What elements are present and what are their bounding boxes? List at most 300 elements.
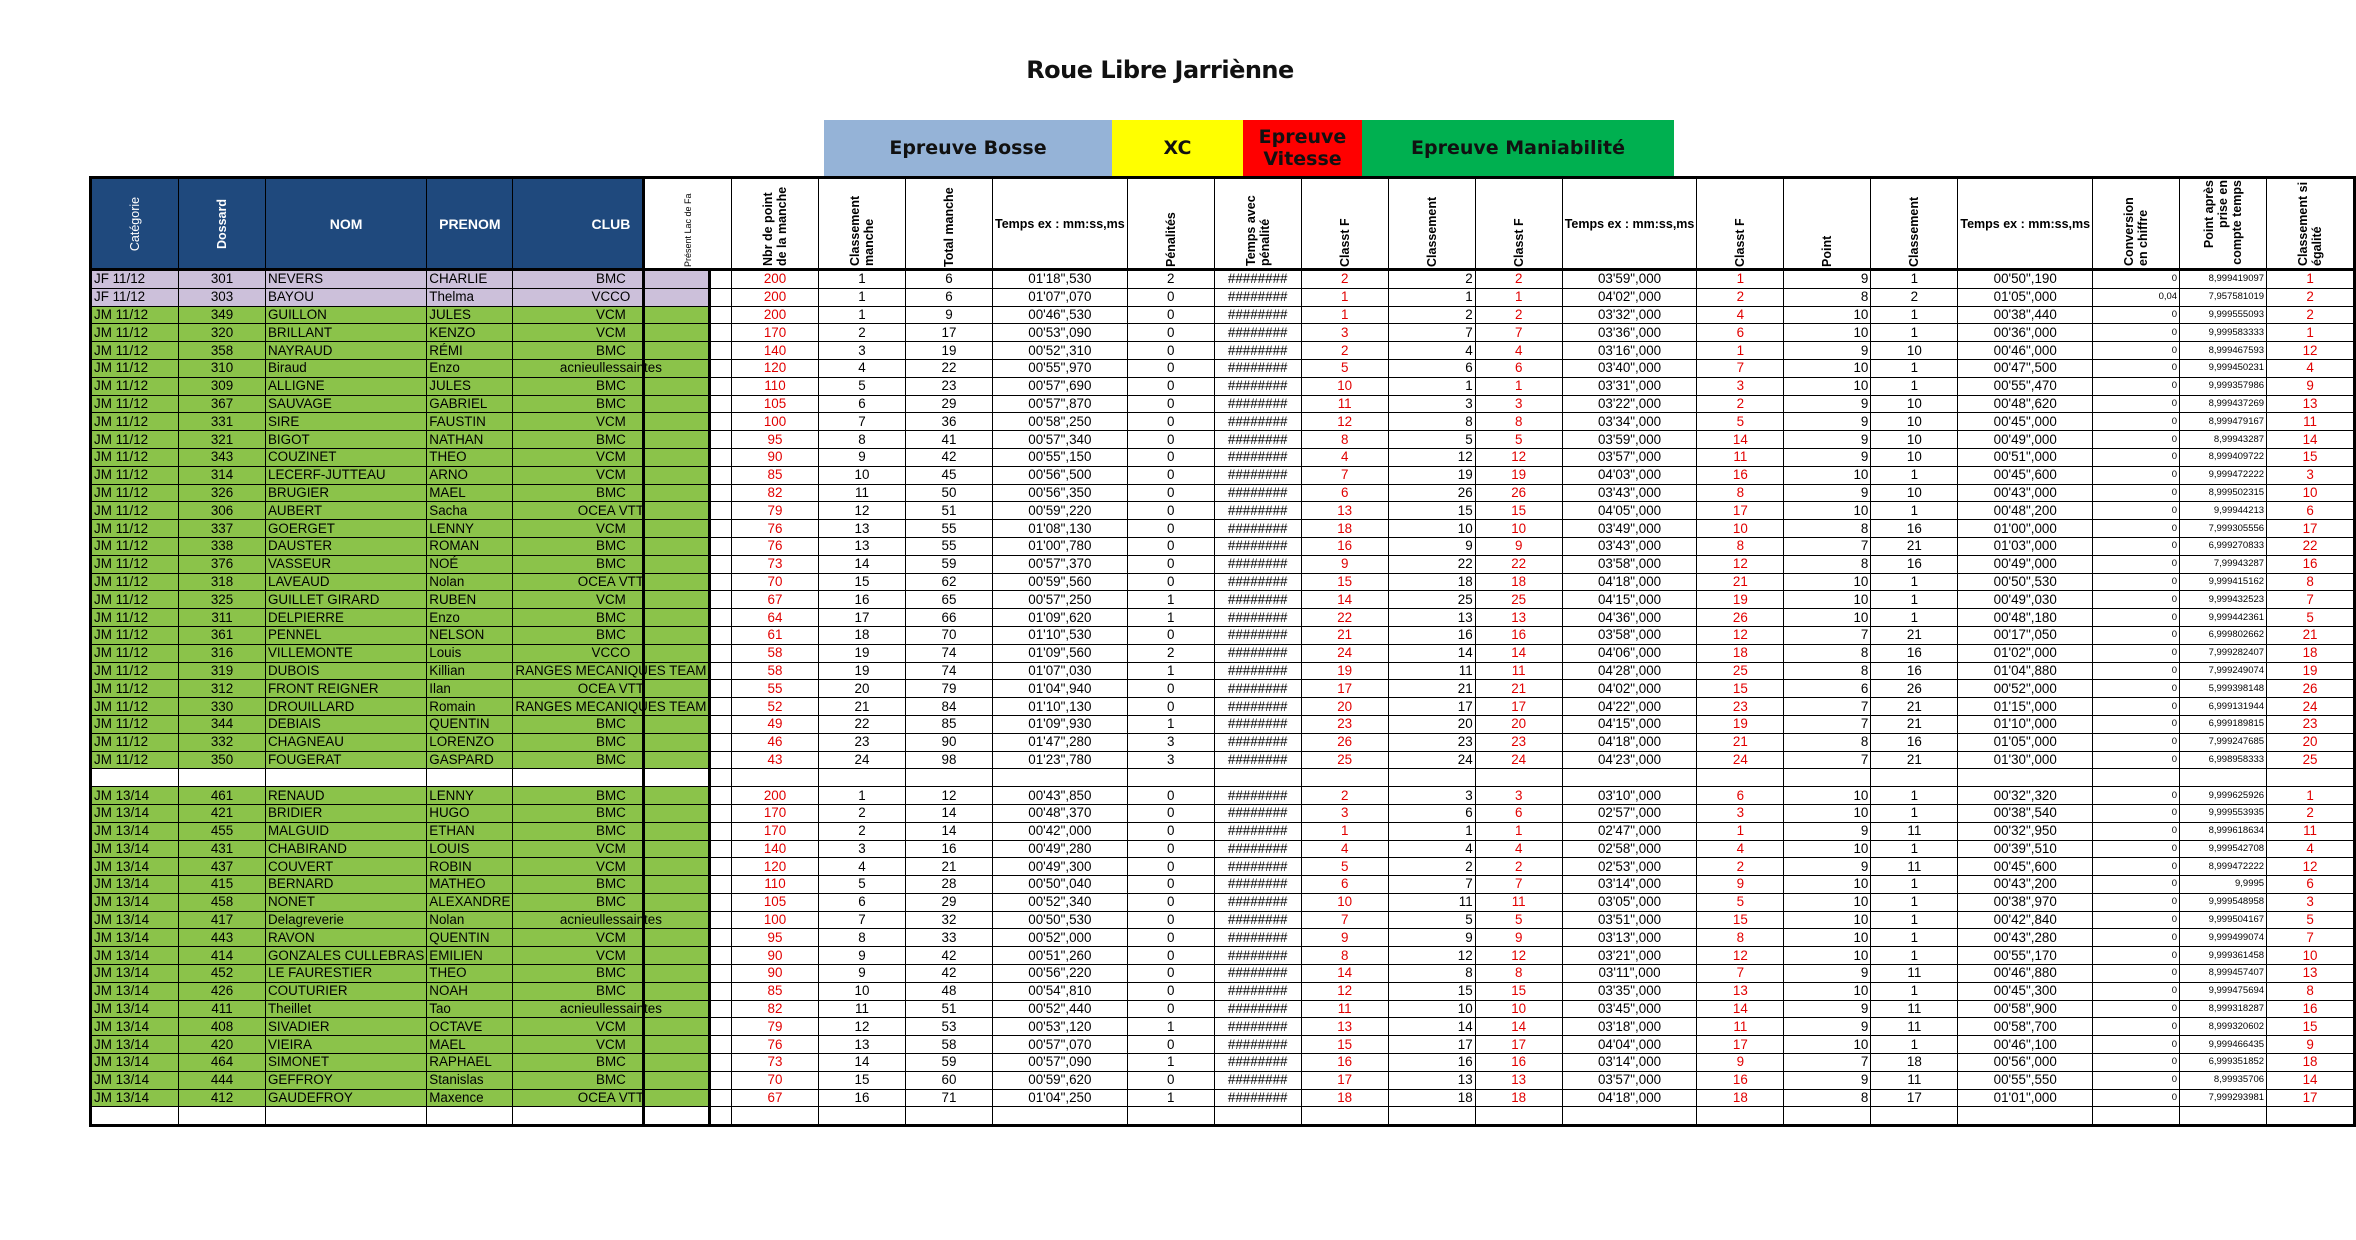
dossard-cell: 412 — [179, 1089, 266, 1107]
prenom-cell: GABRIEL — [427, 395, 513, 413]
nbr-point-cell: 52 — [732, 698, 819, 716]
penalites-cell: 1 — [1127, 609, 1214, 627]
total-manche-cell: 33 — [906, 929, 993, 947]
xc-classement-cell: 17 — [1388, 1036, 1475, 1054]
classement-manche-cell: 8 — [819, 929, 906, 947]
conversion-cell: 0 — [2093, 858, 2180, 876]
maniabilite-point-cell: 9 — [1784, 342, 1871, 360]
conversion-cell: 0 — [2093, 662, 2180, 680]
classement-manche-cell: 6 — [819, 395, 906, 413]
present-cell — [644, 982, 732, 1000]
nbr-point-cell: 58 — [732, 662, 819, 680]
xc-classt-f-cell: 19 — [1475, 466, 1562, 484]
result-row — [644, 804, 2355, 822]
prenom-cell: LOUIS — [427, 840, 513, 858]
maniabilite-classement-cell: 21 — [1871, 698, 1958, 716]
nom-cell: LE FAURESTIER — [266, 965, 427, 983]
point-apres-cell: 9,9995 — [2180, 876, 2267, 894]
temps-penalite-cell: ######## — [1214, 413, 1301, 431]
result-row — [644, 1036, 2355, 1054]
maniabilite-classement-cell: 1 — [1871, 377, 1958, 395]
vitesse-temps-cell — [1562, 1107, 1697, 1126]
dossard-cell: 376 — [179, 555, 266, 573]
nom-cell: Theillet — [266, 1000, 427, 1018]
maniabilite-classement-cell: 10 — [1871, 484, 1958, 502]
vitesse-classt-f-cell: 16 — [1697, 1071, 1784, 1089]
maniabilite-classement-cell: 11 — [1871, 858, 1958, 876]
result-row — [644, 520, 2355, 538]
bosse-classt-f-cell: 2 — [1301, 270, 1388, 289]
maniabilite-classement-cell: 1 — [1871, 840, 1958, 858]
classement-manche-cell: 3 — [819, 342, 906, 360]
nom-cell: SAUVAGE — [266, 395, 427, 413]
nbr-point-cell: 200 — [732, 288, 819, 306]
xc-classement-cell: 6 — [1388, 359, 1475, 377]
xc-classement-cell — [1388, 769, 1475, 787]
bosse-classt-f-cell — [1301, 1107, 1388, 1126]
penalites-cell: 0 — [1127, 377, 1214, 395]
classement-egalite-cell: 14 — [2267, 431, 2355, 449]
vitesse-classt-f-cell: 21 — [1697, 733, 1784, 751]
xc-classement-cell: 22 — [1388, 555, 1475, 573]
classement-manche-cell: 1 — [819, 306, 906, 324]
penalites-cell: 0 — [1127, 502, 1214, 520]
categorie-cell: JM 11/12 — [91, 324, 179, 342]
penalites-cell: 2 — [1127, 270, 1214, 289]
bosse-classt-f-cell: 4 — [1301, 840, 1388, 858]
vitesse-classt-f-cell: 2 — [1697, 395, 1784, 413]
maniabilite-classement-cell — [1871, 769, 1958, 787]
dossard-cell: 437 — [179, 858, 266, 876]
bosse-temps-cell: 00'57",370 — [993, 555, 1128, 573]
bosse-temps-cell: 01'08",130 — [993, 520, 1128, 538]
penalites-cell: 3 — [1127, 751, 1214, 769]
total-manche-cell: 55 — [906, 520, 993, 538]
result-row — [644, 288, 2355, 306]
maniabilite-point-cell: 8 — [1784, 288, 1871, 306]
conversion-cell: 0 — [2093, 965, 2180, 983]
maniabilite-classement-cell: 1 — [1871, 804, 1958, 822]
maniabilite-classement-cell: 21 — [1871, 751, 1958, 769]
temps-penalite-cell: ######## — [1214, 947, 1301, 965]
participants-header-row — [91, 178, 710, 270]
vitesse-temps-cell: 04'03",000 — [1562, 466, 1697, 484]
xc-classement-cell: 9 — [1388, 537, 1475, 555]
maniabilite-temps-cell: 00'48",620 — [1958, 395, 2093, 413]
nom-cell: MALGUID — [266, 822, 427, 840]
vitesse-temps-cell: 03'58",000 — [1562, 626, 1697, 644]
temps-penalite-cell: ######## — [1214, 840, 1301, 858]
total-manche-cell: 71 — [906, 1089, 993, 1107]
club-cell: VCM — [513, 520, 710, 538]
classement-egalite-cell: 12 — [2267, 342, 2355, 360]
maniabilite-temps-cell: 00'32",950 — [1958, 822, 2093, 840]
bosse-classt-f-cell: 21 — [1301, 626, 1388, 644]
bosse-temps-cell: 00'46",530 — [993, 306, 1128, 324]
point-apres-cell: 8,999618634 — [2180, 822, 2267, 840]
penalites-cell — [1127, 1107, 1214, 1126]
bosse-classt-f-cell: 3 — [1301, 324, 1388, 342]
categorie-cell: JM 11/12 — [91, 377, 179, 395]
point-apres-cell: 9,999499074 — [2180, 929, 2267, 947]
participant-row — [91, 893, 710, 911]
bosse-temps-cell: 00'52",340 — [993, 893, 1128, 911]
xc-classt-f-cell: 6 — [1475, 359, 1562, 377]
xc-classement-cell: 3 — [1388, 787, 1475, 805]
xc-classt-f-cell: 11 — [1475, 893, 1562, 911]
header-bosse-classt-f: Classt F — [1301, 178, 1388, 270]
nbr-point-cell: 90 — [732, 947, 819, 965]
classement-egalite-cell: 12 — [2267, 858, 2355, 876]
total-manche-cell: 55 — [906, 537, 993, 555]
club-cell: BMC — [513, 787, 710, 805]
nbr-point-cell: 55 — [732, 680, 819, 698]
present-cell — [644, 1054, 732, 1072]
participant-row — [91, 822, 710, 840]
conversion-cell: 0 — [2093, 876, 2180, 894]
vitesse-classt-f-cell: 24 — [1697, 751, 1784, 769]
classement-manche-cell: 7 — [819, 413, 906, 431]
present-cell — [644, 573, 732, 591]
bosse-temps-cell: 00'56",500 — [993, 466, 1128, 484]
nom-cell: BAYOU — [266, 288, 427, 306]
nbr-point-cell: 200 — [732, 787, 819, 805]
classement-egalite-cell: 14 — [2267, 1071, 2355, 1089]
vitesse-temps-cell: 03'05",000 — [1562, 893, 1697, 911]
classement-manche-cell: 9 — [819, 448, 906, 466]
vitesse-classt-f-cell: 1 — [1697, 342, 1784, 360]
prenom-cell: NOÉ — [427, 555, 513, 573]
vitesse-temps-cell: 03'51",000 — [1562, 911, 1697, 929]
penalites-cell: 0 — [1127, 573, 1214, 591]
bosse-temps-cell: 01'10",530 — [993, 626, 1128, 644]
nom-cell: LAVEAUD — [266, 573, 427, 591]
participant-row — [91, 448, 710, 466]
penalites-cell: 1 — [1127, 591, 1214, 609]
vitesse-classt-f-cell: 15 — [1697, 911, 1784, 929]
club-cell: VCM — [513, 1036, 710, 1054]
club-cell: BMC — [513, 733, 710, 751]
classement-egalite-cell: 13 — [2267, 965, 2355, 983]
maniabilite-classement-cell: 16 — [1871, 644, 1958, 662]
prenom-cell: Nolan — [427, 911, 513, 929]
maniabilite-temps-cell: 00'58",900 — [1958, 1000, 2093, 1018]
xc-classt-f-cell: 9 — [1475, 929, 1562, 947]
present-cell — [644, 520, 732, 538]
vitesse-classt-f-cell: 10 — [1697, 520, 1784, 538]
vitesse-temps-cell: 03'10",000 — [1562, 787, 1697, 805]
bosse-temps-cell: 01'00",780 — [993, 537, 1128, 555]
vitesse-classt-f-cell: 9 — [1697, 876, 1784, 894]
result-row — [644, 929, 2355, 947]
classement-egalite-cell: 11 — [2267, 822, 2355, 840]
dossard-cell: 443 — [179, 929, 266, 947]
penalites-cell: 0 — [1127, 537, 1214, 555]
xc-classt-f-cell: 22 — [1475, 555, 1562, 573]
classement-egalite-cell: 20 — [2267, 733, 2355, 751]
dossard-cell: 332 — [179, 733, 266, 751]
participant-row — [91, 698, 710, 716]
temps-penalite-cell: ######## — [1214, 306, 1301, 324]
maniabilite-point-cell: 9 — [1784, 965, 1871, 983]
temps-penalite-cell: ######## — [1214, 591, 1301, 609]
bosse-classt-f-cell: 8 — [1301, 431, 1388, 449]
club-cell: BMC — [513, 342, 710, 360]
participant-row — [91, 1089, 710, 1107]
result-row — [644, 822, 2355, 840]
categorie-cell: JM 11/12 — [91, 662, 179, 680]
point-apres-cell: 8,99935706 — [2180, 1071, 2267, 1089]
participant-row — [91, 537, 710, 555]
maniabilite-point-cell: 10 — [1784, 609, 1871, 627]
club-cell: BMC — [513, 715, 710, 733]
result-row — [644, 431, 2355, 449]
nom-cell: BERNARD — [266, 876, 427, 894]
vitesse-temps-cell: 03'22",000 — [1562, 395, 1697, 413]
classement-manche-cell: 5 — [819, 876, 906, 894]
xc-classt-f-cell: 26 — [1475, 484, 1562, 502]
vitesse-temps-cell: 04'02",000 — [1562, 288, 1697, 306]
dossard-cell: 411 — [179, 1000, 266, 1018]
maniabilite-point-cell: 10 — [1784, 502, 1871, 520]
bosse-classt-f-cell: 3 — [1301, 804, 1388, 822]
prenom-cell: GASPARD — [427, 751, 513, 769]
xc-classt-f-cell — [1475, 1107, 1562, 1126]
nbr-point-cell: 120 — [732, 858, 819, 876]
total-manche-cell: 16 — [906, 840, 993, 858]
conversion-cell — [2093, 769, 2180, 787]
xc-classt-f-cell: 15 — [1475, 502, 1562, 520]
temps-penalite-cell — [1214, 1107, 1301, 1126]
xc-classement-cell: 13 — [1388, 1071, 1475, 1089]
nbr-point-cell: 73 — [732, 555, 819, 573]
vitesse-classt-f-cell: 6 — [1697, 787, 1784, 805]
total-manche-cell — [906, 769, 993, 787]
nbr-point-cell: 90 — [732, 965, 819, 983]
maniabilite-temps-cell: 00'52",000 — [1958, 680, 2093, 698]
prenom-cell: ETHAN — [427, 822, 513, 840]
categorie-cell: JM 11/12 — [91, 502, 179, 520]
maniabilite-point-cell: 10 — [1784, 982, 1871, 1000]
maniabilite-point-cell: 10 — [1784, 929, 1871, 947]
bosse-classt-f-cell: 26 — [1301, 733, 1388, 751]
nom-cell: AUBERT — [266, 502, 427, 520]
xc-classt-f-cell: 16 — [1475, 626, 1562, 644]
nom-cell: COUTURIER — [266, 982, 427, 1000]
maniabilite-classement-cell — [1871, 1107, 1958, 1126]
participant-row — [91, 609, 710, 627]
vitesse-classt-f-cell: 2 — [1697, 288, 1784, 306]
maniabilite-point-cell: 9 — [1784, 858, 1871, 876]
maniabilite-point-cell: 9 — [1784, 1000, 1871, 1018]
classement-egalite-cell: 4 — [2267, 840, 2355, 858]
bosse-classt-f-cell: 10 — [1301, 893, 1388, 911]
nbr-point-cell: 67 — [732, 591, 819, 609]
vitesse-temps-cell: 04'02",000 — [1562, 680, 1697, 698]
categorie-cell: JM 13/14 — [91, 947, 179, 965]
result-row — [644, 698, 2355, 716]
bosse-temps-cell: 00'50",530 — [993, 911, 1128, 929]
classement-egalite-cell: 19 — [2267, 662, 2355, 680]
result-row — [644, 555, 2355, 573]
categorie-cell: JM 13/14 — [91, 1054, 179, 1072]
conversion-cell: 0 — [2093, 804, 2180, 822]
vitesse-classt-f-cell: 12 — [1697, 947, 1784, 965]
nom-cell: BRILLANT — [266, 324, 427, 342]
epreuve-xc-header: XC — [1112, 120, 1243, 176]
maniabilite-classement-cell: 1 — [1871, 502, 1958, 520]
classement-manche-cell: 13 — [819, 1036, 906, 1054]
nom-cell: GAUDEFROY — [266, 1089, 427, 1107]
nbr-point-cell: 110 — [732, 377, 819, 395]
bosse-temps-cell: 00'57",690 — [993, 377, 1128, 395]
conversion-cell: 0 — [2093, 1071, 2180, 1089]
club-cell: VCM — [513, 929, 710, 947]
xc-classt-f-cell: 7 — [1475, 324, 1562, 342]
bosse-temps-cell: 00'57",250 — [993, 591, 1128, 609]
bosse-temps-cell: 00'59",220 — [993, 502, 1128, 520]
vitesse-temps-cell: 03'59",000 — [1562, 270, 1697, 289]
club-cell: BMC — [513, 804, 710, 822]
xc-classt-f-cell: 24 — [1475, 751, 1562, 769]
bosse-temps-cell: 00'50",040 — [993, 876, 1128, 894]
maniabilite-point-cell: 7 — [1784, 1054, 1871, 1072]
classement-manche-cell: 2 — [819, 324, 906, 342]
conversion-cell: 0 — [2093, 929, 2180, 947]
header-maniabilite-classement: Classement — [1871, 178, 1958, 270]
point-apres-cell: 9,999475694 — [2180, 982, 2267, 1000]
result-row — [644, 306, 2355, 324]
result-row — [644, 359, 2355, 377]
club-cell: VCM — [513, 840, 710, 858]
bosse-temps-cell: 00'56",350 — [993, 484, 1128, 502]
xc-classement-cell: 24 — [1388, 751, 1475, 769]
nbr-point-cell — [732, 769, 819, 787]
total-manche-cell: 48 — [906, 982, 993, 1000]
participant-row — [91, 1018, 710, 1036]
point-apres-cell: 9,999442361 — [2180, 609, 2267, 627]
classement-manche-cell: 7 — [819, 911, 906, 929]
nom-cell: FRONT REIGNER — [266, 680, 427, 698]
result-row — [644, 324, 2355, 342]
club-cell: VCM — [513, 1018, 710, 1036]
temps-penalite-cell — [1214, 769, 1301, 787]
nbr-point-cell: 140 — [732, 840, 819, 858]
conversion-cell: 0 — [2093, 270, 2180, 289]
club-cell: RANGES MECANIQUES TEAM — [513, 662, 710, 680]
xc-classt-f-cell: 16 — [1475, 1054, 1562, 1072]
maniabilite-classement-cell: 17 — [1871, 1089, 1958, 1107]
present-cell — [644, 715, 732, 733]
club-cell: VCM — [513, 306, 710, 324]
temps-penalite-cell: ######## — [1214, 1018, 1301, 1036]
maniabilite-point-cell: 10 — [1784, 840, 1871, 858]
penalites-cell: 0 — [1127, 911, 1214, 929]
conversion-cell: 0 — [2093, 431, 2180, 449]
vitesse-temps-cell: 04'18",000 — [1562, 573, 1697, 591]
vitesse-temps-cell: 03'57",000 — [1562, 1071, 1697, 1089]
nbr-point-cell: 105 — [732, 395, 819, 413]
dossard-cell: 349 — [179, 306, 266, 324]
point-apres-cell: 7,999305556 — [2180, 520, 2267, 538]
prenom-cell: Louis — [427, 644, 513, 662]
classement-egalite-cell: 17 — [2267, 520, 2355, 538]
header-temps-penalite: Temps avec pénalité — [1214, 178, 1301, 270]
participant-row — [91, 947, 710, 965]
classement-manche-cell: 1 — [819, 288, 906, 306]
temps-penalite-cell: ######## — [1214, 609, 1301, 627]
xc-classt-f-cell: 6 — [1475, 804, 1562, 822]
dossard-cell: 417 — [179, 911, 266, 929]
result-row — [644, 1018, 2355, 1036]
present-cell — [644, 413, 732, 431]
classement-manche-cell: 6 — [819, 893, 906, 911]
temps-penalite-cell: ######## — [1214, 787, 1301, 805]
total-manche-cell: 51 — [906, 1000, 993, 1018]
nbr-point-cell: 95 — [732, 431, 819, 449]
bosse-classt-f-cell: 7 — [1301, 466, 1388, 484]
maniabilite-temps-cell: 00'39",510 — [1958, 840, 2093, 858]
categorie-cell: JM 13/14 — [91, 787, 179, 805]
maniabilite-temps-cell: 00'46",100 — [1958, 1036, 2093, 1054]
header-categorie: Catégorie — [91, 178, 179, 270]
maniabilite-point-cell: 10 — [1784, 911, 1871, 929]
conversion-cell: 0 — [2093, 822, 2180, 840]
xc-classement-cell: 25 — [1388, 591, 1475, 609]
categorie-cell: JM 11/12 — [91, 573, 179, 591]
nom-cell: FOUGERAT — [266, 751, 427, 769]
nbr-point-cell: 46 — [732, 733, 819, 751]
categorie-cell: JM 13/14 — [91, 822, 179, 840]
present-cell — [644, 822, 732, 840]
classement-egalite-cell: 3 — [2267, 466, 2355, 484]
maniabilite-temps-cell: 00'49",030 — [1958, 591, 2093, 609]
nbr-point-cell: 70 — [732, 573, 819, 591]
vitesse-classt-f-cell: 4 — [1697, 840, 1784, 858]
classement-manche-cell: 12 — [819, 502, 906, 520]
maniabilite-classement-cell: 11 — [1871, 1071, 1958, 1089]
maniabilite-temps-cell: 00'51",000 — [1958, 448, 2093, 466]
classement-manche-cell: 4 — [819, 359, 906, 377]
maniabilite-point-cell: 10 — [1784, 787, 1871, 805]
xc-classt-f-cell: 14 — [1475, 644, 1562, 662]
club-cell: BMC — [513, 1054, 710, 1072]
categorie-cell: JM 11/12 — [91, 626, 179, 644]
vitesse-temps-cell: 04'23",000 — [1562, 751, 1697, 769]
point-apres-cell: 7,957581019 — [2180, 288, 2267, 306]
xc-classt-f-cell: 2 — [1475, 858, 1562, 876]
prenom-cell: RÉMI — [427, 342, 513, 360]
participant-row — [91, 395, 710, 413]
dossard-cell: 415 — [179, 876, 266, 894]
nom-cell: RAVON — [266, 929, 427, 947]
penalites-cell: 1 — [1127, 715, 1214, 733]
nbr-point-cell: 120 — [732, 359, 819, 377]
bosse-temps-cell: 00'56",220 — [993, 965, 1128, 983]
categorie-cell: JM 13/14 — [91, 1071, 179, 1089]
bosse-temps-cell: 01'09",930 — [993, 715, 1128, 733]
conversion-cell: 0 — [2093, 680, 2180, 698]
point-apres-cell: 7,999282407 — [2180, 644, 2267, 662]
classement-manche-cell: 11 — [819, 484, 906, 502]
maniabilite-point-cell: 8 — [1784, 1089, 1871, 1107]
nbr-point-cell: 140 — [732, 342, 819, 360]
maniabilite-classement-cell: 1 — [1871, 466, 1958, 484]
nom-cell: GEFFROY — [266, 1071, 427, 1089]
bosse-classt-f-cell: 11 — [1301, 1000, 1388, 1018]
present-cell — [644, 431, 732, 449]
header-vitesse-classt-f: Classt F — [1697, 178, 1784, 270]
